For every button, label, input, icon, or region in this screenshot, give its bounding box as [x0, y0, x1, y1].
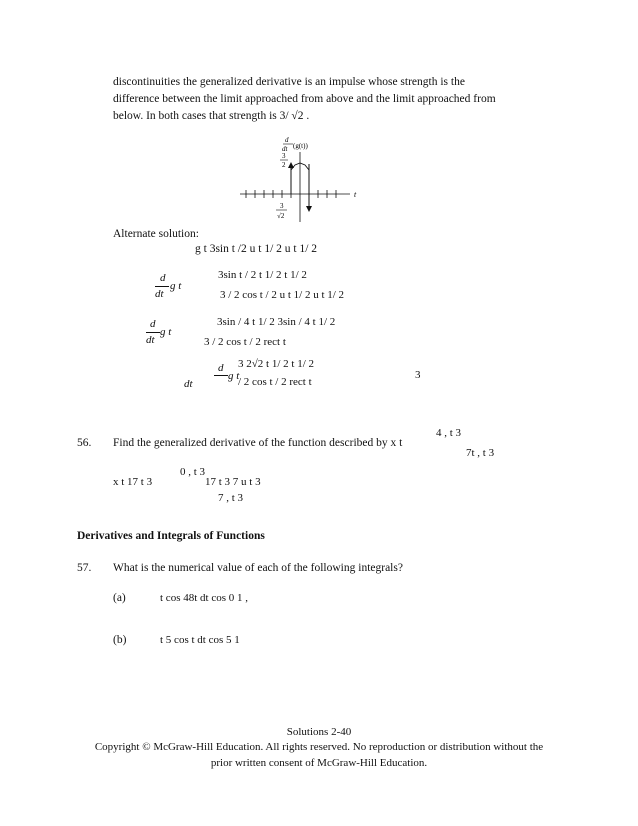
eq3-g: g t [160, 326, 172, 338]
eq3-dt: dt [146, 334, 155, 346]
section-heading: Derivatives and Integrals of Functions [77, 530, 265, 542]
alternate-label: Alternate solution: [113, 228, 199, 240]
eq2-g: g t [170, 280, 182, 292]
problem56-text: Find the generalized derivative of the function described by x t [113, 437, 403, 449]
eq4-line1: 3 2√2 t 1/ 2 t 1/ 2 [238, 358, 315, 370]
footer-copyright-1: Copyright © McGraw-Hill Education. All rights reserved. No reproduction or distribution without the [94, 741, 544, 753]
graph-ylabel-num: d [285, 136, 289, 144]
graph-bot-num: 3 [280, 202, 284, 210]
graph-ylabel-den: dt [282, 145, 288, 153]
problem56-sol-case2: 7 , t 3 [218, 492, 244, 504]
problem56-case2: 7t , t 3 [466, 447, 495, 459]
eq4-d: d [218, 362, 224, 374]
problem56-sol-case1: 0 , t 3 [180, 466, 206, 478]
eq3-d: d [150, 318, 156, 330]
eq4-g: g t [228, 370, 240, 382]
graph-ylabel-fn: (g(t)) [293, 142, 308, 150]
problem56-case1: 4 , t 3 [436, 427, 462, 439]
problem57-number: 57. [77, 562, 92, 574]
eq4-right: 3 [415, 369, 421, 381]
problem57-a-label: (a) [113, 592, 126, 604]
problem56-number: 56. [77, 437, 92, 449]
eq3-line2: 3 / 2 cos t / 2 rect t [204, 336, 286, 348]
intro-line-3: below. In both cases that strength is 3/ √2 . [113, 110, 310, 122]
intro-line-2: difference between the limit approached from above and the limit approached from [113, 93, 496, 105]
impulse-graph [235, 132, 365, 227]
intro-line-1: discontinuities the generalized derivative is an impulse whose strength is the [113, 76, 465, 88]
footer-page: Solutions 2-40 [286, 726, 352, 738]
problem57-a-expr: t cos 48t dt cos 0 1 , [160, 592, 248, 604]
graph-bot-den: √2 [277, 212, 285, 220]
problem57-b-expr: t 5 cos t dt cos 5 1 [160, 634, 240, 646]
eq2-line2: 3 / 2 cos t / 2 u t 1/ 2 u t 1/ 2 [220, 289, 345, 301]
footer-copyright-2: prior written consent of McGraw-Hill Education. [210, 757, 428, 769]
eq4-line2: / 2 cos t / 2 rect t [238, 376, 312, 388]
graph-xlabel: t [354, 190, 357, 199]
problem57-text: What is the numerical value of each of the following integrals? [113, 562, 403, 574]
eq4-dt: dt [184, 378, 193, 390]
problem57-b-label: (b) [113, 634, 127, 646]
eq2-line1: 3sin t / 2 t 1/ 2 t 1/ 2 [218, 269, 307, 281]
eq2-d: d [160, 272, 166, 284]
graph-top-den: 2 [282, 161, 286, 169]
problem56-sol-mid: 17 t 3 7 u t 3 [205, 476, 261, 488]
eq2-dt: dt [155, 288, 164, 300]
problem56-sol-lhs: x t 17 t 3 [113, 476, 153, 488]
alternate-eq1: g t 3sin t /2 u t 1/ 2 u t 1/ 2 [195, 243, 318, 255]
eq3-line1: 3sin / 4 t 1/ 2 3sin / 4 t 1/ 2 [217, 316, 336, 328]
graph-top-num: 3 [282, 152, 286, 160]
